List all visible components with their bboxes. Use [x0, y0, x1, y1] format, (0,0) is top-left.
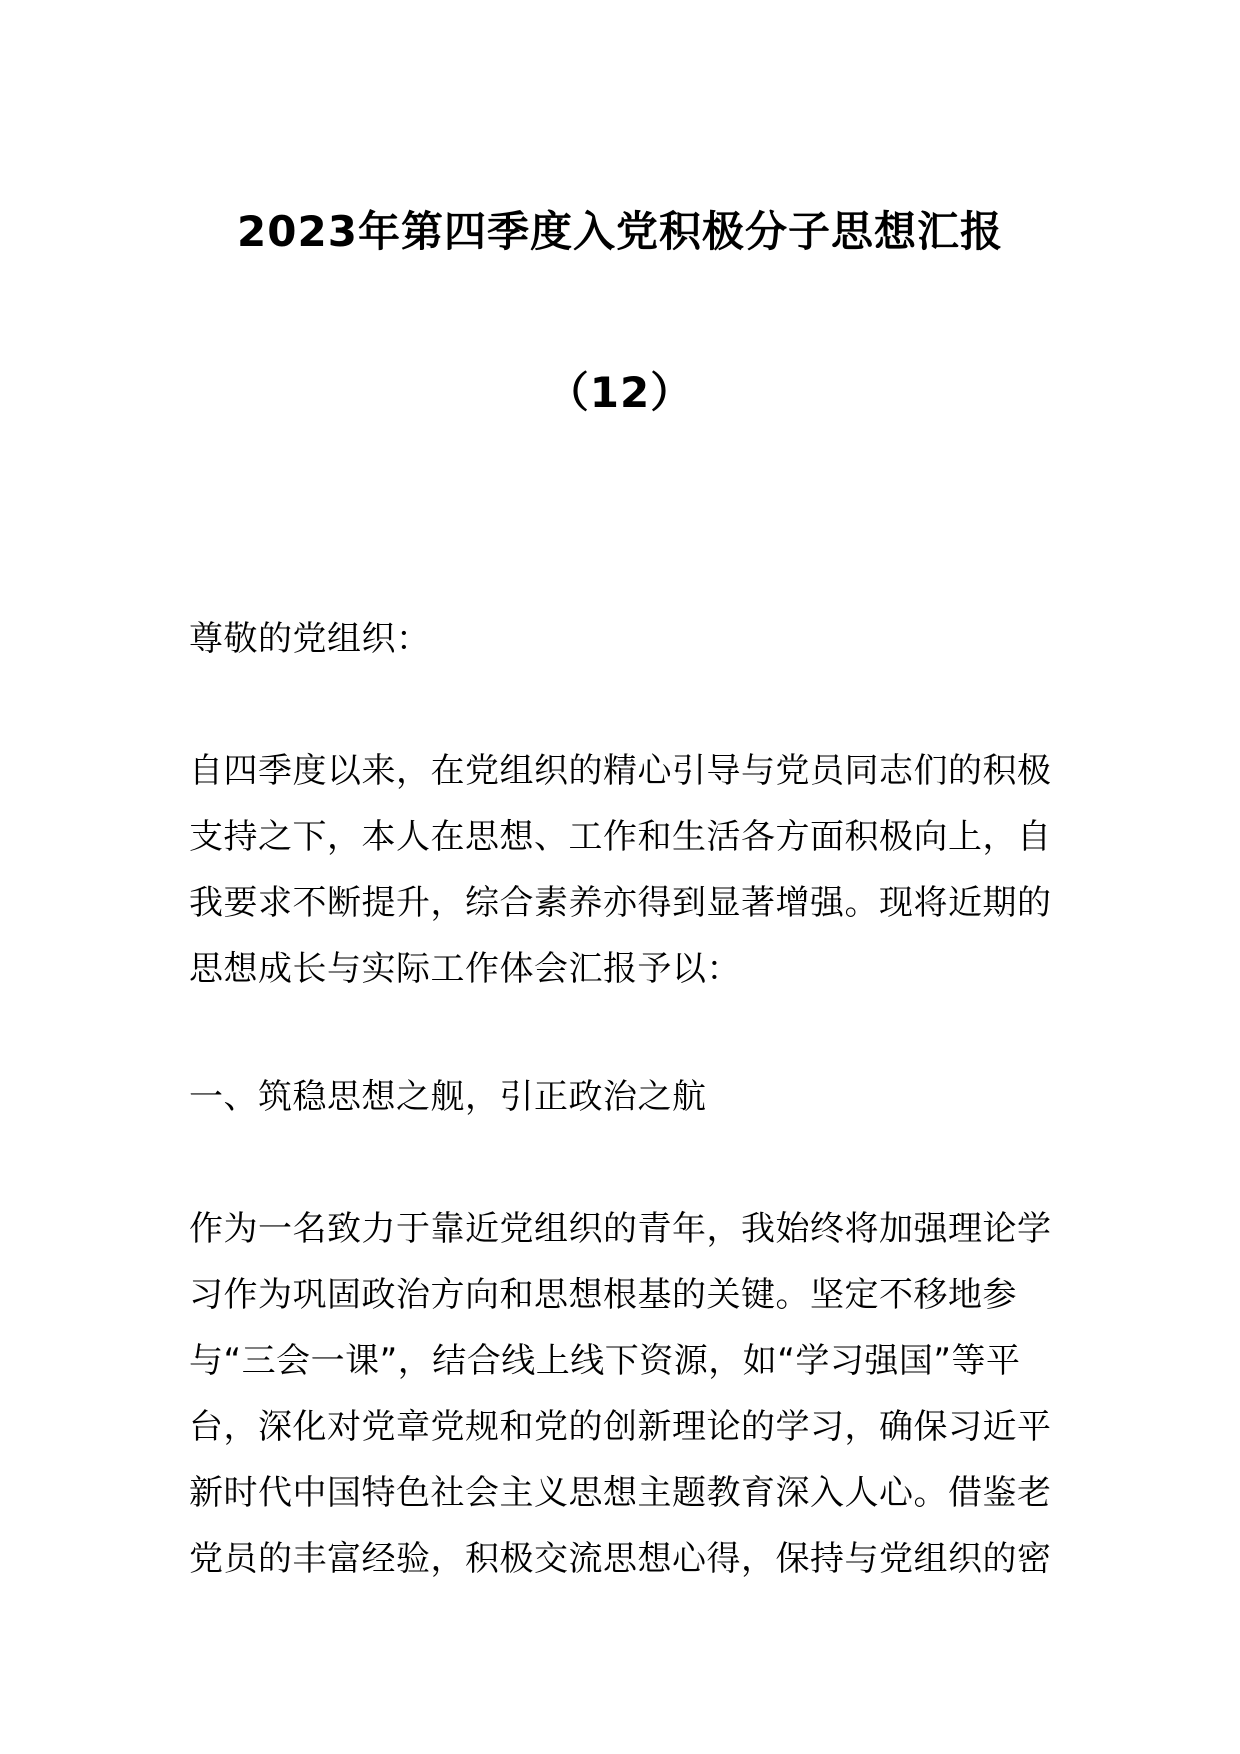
paragraph-body: 作为一名致力于靠近党组织的青年，我始终将加强理论学习作为巩固政治方向和思想根基的关键。坚定不移地参与“三会一课”，结合线上线下资源，如“学习强国”等平台，深化对党章党规和党的创新理论的学习，确保习近平新时代中国特色社会主义思想主题教育深入人心。借鉴老党员的丰富经验，积极交流思想心得，保持与党组织的密 [189, 1209, 1052, 1579]
section-heading: 一、筑稳思想之舰，引正政治之航 [189, 1077, 707, 1117]
document-subtitle: （12） [546, 368, 694, 417]
salutation: 尊敬的党组织： [189, 619, 431, 659]
paragraph-intro: 自四季度以来，在党组织的精心引导与党员同志们的积极支持之下，本人在思想、工作和生活各方面积极向上，自我要求不断提升，综合素养亦得到显著增强。现将近期的思想成长与实际工作体会汇报予以： [189, 751, 1052, 989]
document-title: 2023年第四季度入党积极分子思想汇报 [237, 207, 1003, 256]
